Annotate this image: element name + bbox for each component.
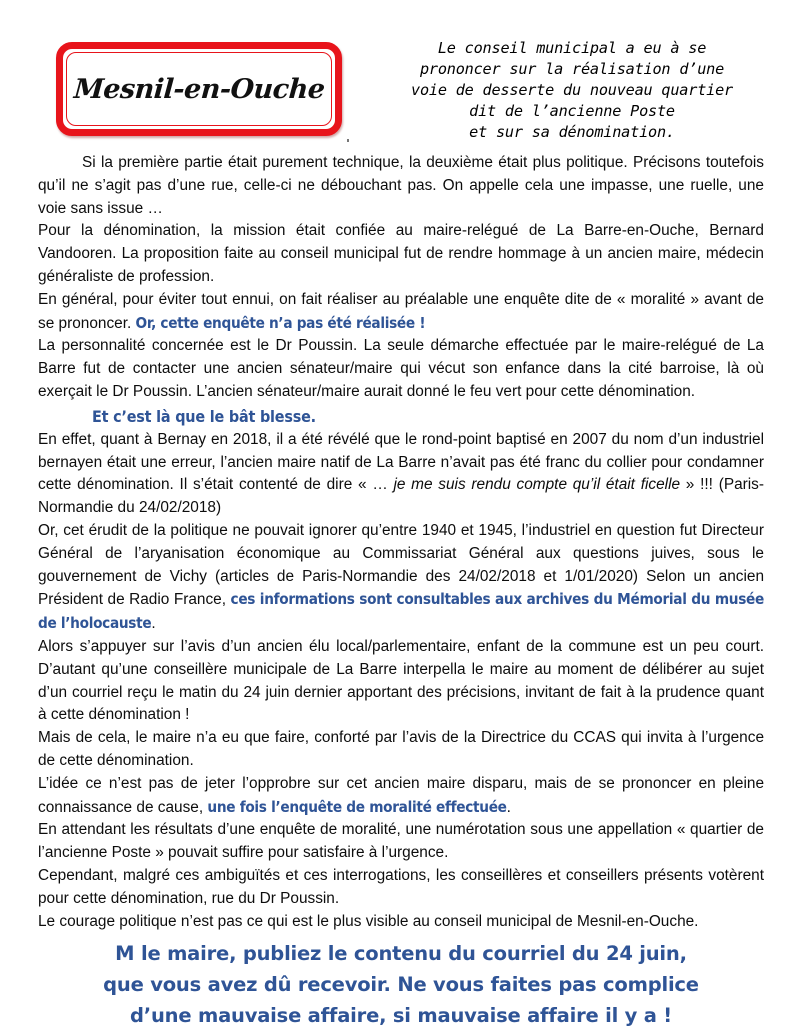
paragraph-6-text: Or, cet érudit de la politique ne pouvait ignorer qu’entre 1940 et 1945, l’industriel en question fut Directeur Général de l’aryanisation économique au Commissariat Général aux questions juives, sous le gouvernement de Vichy (articles de Paris-Normandie des 24/02/2018 et 1/01/2020) Selon un ancien Président de Radio France, — [38, 521, 764, 609]
paragraph-2: Pour la dénomination, la mission était confiée au maire-relégué de La Barre-en-Ouche, Bernard Vandooren. La proposition faite au conseil municipal fut de rendre hommage à un ancien maire, médecin généraliste de profession. — [38, 222, 764, 285]
paragraph-6 — [38, 520, 764, 636]
paragraph-5-text: En effet, quant à Bernay en 2018, il a été révélé que le rond-point baptisé en 2007 du nom d’un industriel bernayen était une erreur, l’ancien maire natif de La Barre n’avait pas été franc du collier pour condamner cette dénomination. Il s’était contenté de dire « … — [38, 430, 764, 494]
paragraph-12: Le courage politique n’est pas ce qui est le plus visible au conseil municipal de Mesnil-en-Ouche. — [38, 912, 699, 930]
paragraph-8: Mais de cela, le maire n’a eu que faire, conforté par l’avis de la Directrice du CCAS qui invita à l’urgence de cette dénomination. — [38, 729, 764, 769]
headline-line-4: dit de l’ancienne Poste — [469, 102, 675, 120]
highlight-enquete-moralite: une fois l’enquête de moralité effectuée — [207, 797, 507, 816]
paragraph-6-tail: . — [151, 615, 156, 633]
highlight-archives-memorial: ces informations sont consultables aux archives du Mémorial du musée de l’holocauste — [38, 590, 764, 633]
paragraph-9 — [38, 773, 764, 820]
article-body — [38, 152, 764, 933]
headline-line-2: prononcer sur la réalisation d’une — [419, 60, 725, 78]
headline-line-1: Le conseil municipal a eu à se — [437, 39, 707, 57]
paragraph-9-text: L’idée ce n’est pas de jeter l’opprobre sur cet ancien maire disparu, mais de se prononcer en pleine connaissance de cause, — [38, 774, 764, 816]
blue-subheading — [38, 404, 764, 429]
paragraph-4: La personnalité concernée est le Dr Poussin. La seule démarche effectuée par le maire-relégué de La Barre fut de contacter une ancien sénateur/maire qui vécut son enfance dans la cité barroise, là où exerçait le Dr Poussin. L’ancien sénateur/maire aurait donné le feu vert pour cette dénomination. — [38, 337, 764, 400]
town-sign-logo — [56, 42, 342, 136]
cta-line-1: M le maire, publiez le contenu du courriel du 24 juin, — [115, 942, 687, 965]
paragraph-11: Cependant, malgré ces ambiguïtés et ces interrogations, les conseillères et conseillers présents votèrent pour cette dénomination, rue du Dr Poussin. — [38, 866, 764, 907]
blue-subheading-text: Et c’est là que le bât blesse. — [92, 406, 316, 426]
paragraph-3-text: En général, pour éviter tout ennui, on fait réaliser au préalable une enquête dite de « moralité » avant de se prononcer. — [38, 290, 764, 332]
headline-line-5: et sur sa dénomination. — [469, 123, 675, 141]
town-sign-inner-border — [66, 52, 332, 126]
paragraph-7: Alors s’appuyer sur l’avis d’un ancien élu local/parlementaire, enfant de la commune est un peu court. D’autant qu’une conseillère municipale de La Barre interpella le maire au moment de délibérer au sujet d’un courriel reçu le matin du 24 juin dernier apportant des précisions, invitant de fait à la prudence quant à cette dénomination ! — [38, 637, 764, 724]
stray-dot-mark — [347, 139, 349, 142]
paragraph-5-source: » !!! (Paris-Normandie du 24/02/2018) — [38, 476, 765, 517]
masthead — [0, 0, 800, 150]
paragraph-10: En attendant les résultats d’une enquête de moralité, une numérotation sous une appellation « quartier de l’ancienne Poste » pouvait suffire pour satisfaire à l’urgence. — [38, 821, 764, 862]
quote-italic: je me suis rendu compte qu’il était ficelle — [393, 476, 681, 494]
headline-line-3: voie de desserte du nouveau quartier — [411, 81, 733, 99]
page-title — [360, 38, 784, 143]
town-name-label: Mesnil-en-Ouche — [72, 73, 326, 105]
cta-line-3: d’une mauvaise affaire, si mauvaise affaire il y a ! — [130, 1004, 672, 1027]
call-to-action — [38, 938, 764, 1031]
paragraph-5 — [38, 429, 764, 520]
paragraph-1: Si la première partie était purement technique, la deuxième était plus politique. Précisons toutefois qu’il ne s’agit pas d’une rue, celle-ci ne débouchant pas. On appelle cela une impasse, une ruelle, une voie sans issue … — [38, 154, 764, 217]
highlight-enquete-non-realisee: Or, cette enquête n’a pas été réalisée ! — [135, 313, 426, 332]
cta-line-2: que vous avez dû recevoir. Ne vous faites pas complice — [103, 973, 699, 996]
paragraph-9-tail: . — [506, 798, 511, 816]
paragraph-3 — [38, 289, 764, 336]
